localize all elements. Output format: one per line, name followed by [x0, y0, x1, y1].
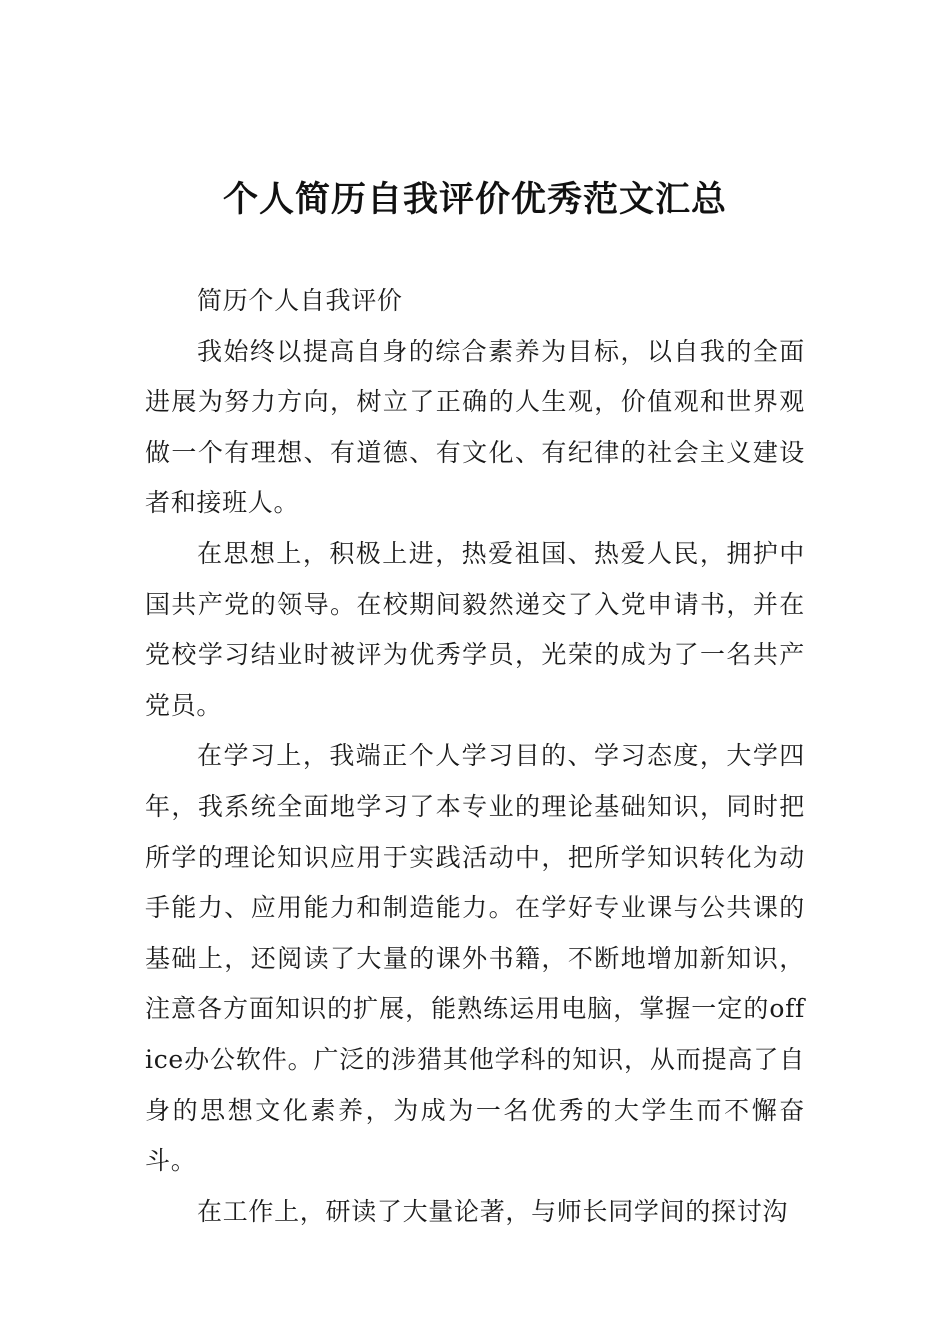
paragraph: 我始终以提高自身的综合素养为目标，以自我的全面进展为努力方向，树立了正确的人生观，价值观和世界观做一个有理想、有道德、有文化、有纪律的社会主义建设者和接班人。 — [145, 336, 805, 518]
paragraph: 在工作上，研读了大量论著，与师长同学间的探讨沟 — [197, 1196, 789, 1226]
document-body — [145, 276, 805, 1237]
paragraph: 在思想上，积极上进，热爱祖国、热爱人民，拥护中国共产党的领导。在校期间毅然递交了入党申请书，并在党校学习结业时被评为优秀学员，光荣的成为了一名共产党员。 — [145, 538, 805, 720]
section-heading: 简历个人自我评价 — [197, 286, 403, 315]
paragraph: 在学习上，我端正个人学习目的、学习态度，大学四年，我系统全面地学习了本专业的理论基础知识，同时把所学的理论知识应用于实践活动中，把所学知识转化为动手能力、应用能力和制造能力。在学好专业课与公共课的基础上，还阅读了大量的课外书籍，不断地增加新知识，注意各方面知识的扩展，能熟练运用电脑，掌握一定的office办公软件。广泛的涉猎其他学科的知识，从而提高了自身的思想文化素养，为成为一名优秀的大学生而不懈奋斗。 — [145, 741, 805, 1176]
document-title: 个人简历自我评价优秀范文汇总 — [222, 180, 727, 220]
